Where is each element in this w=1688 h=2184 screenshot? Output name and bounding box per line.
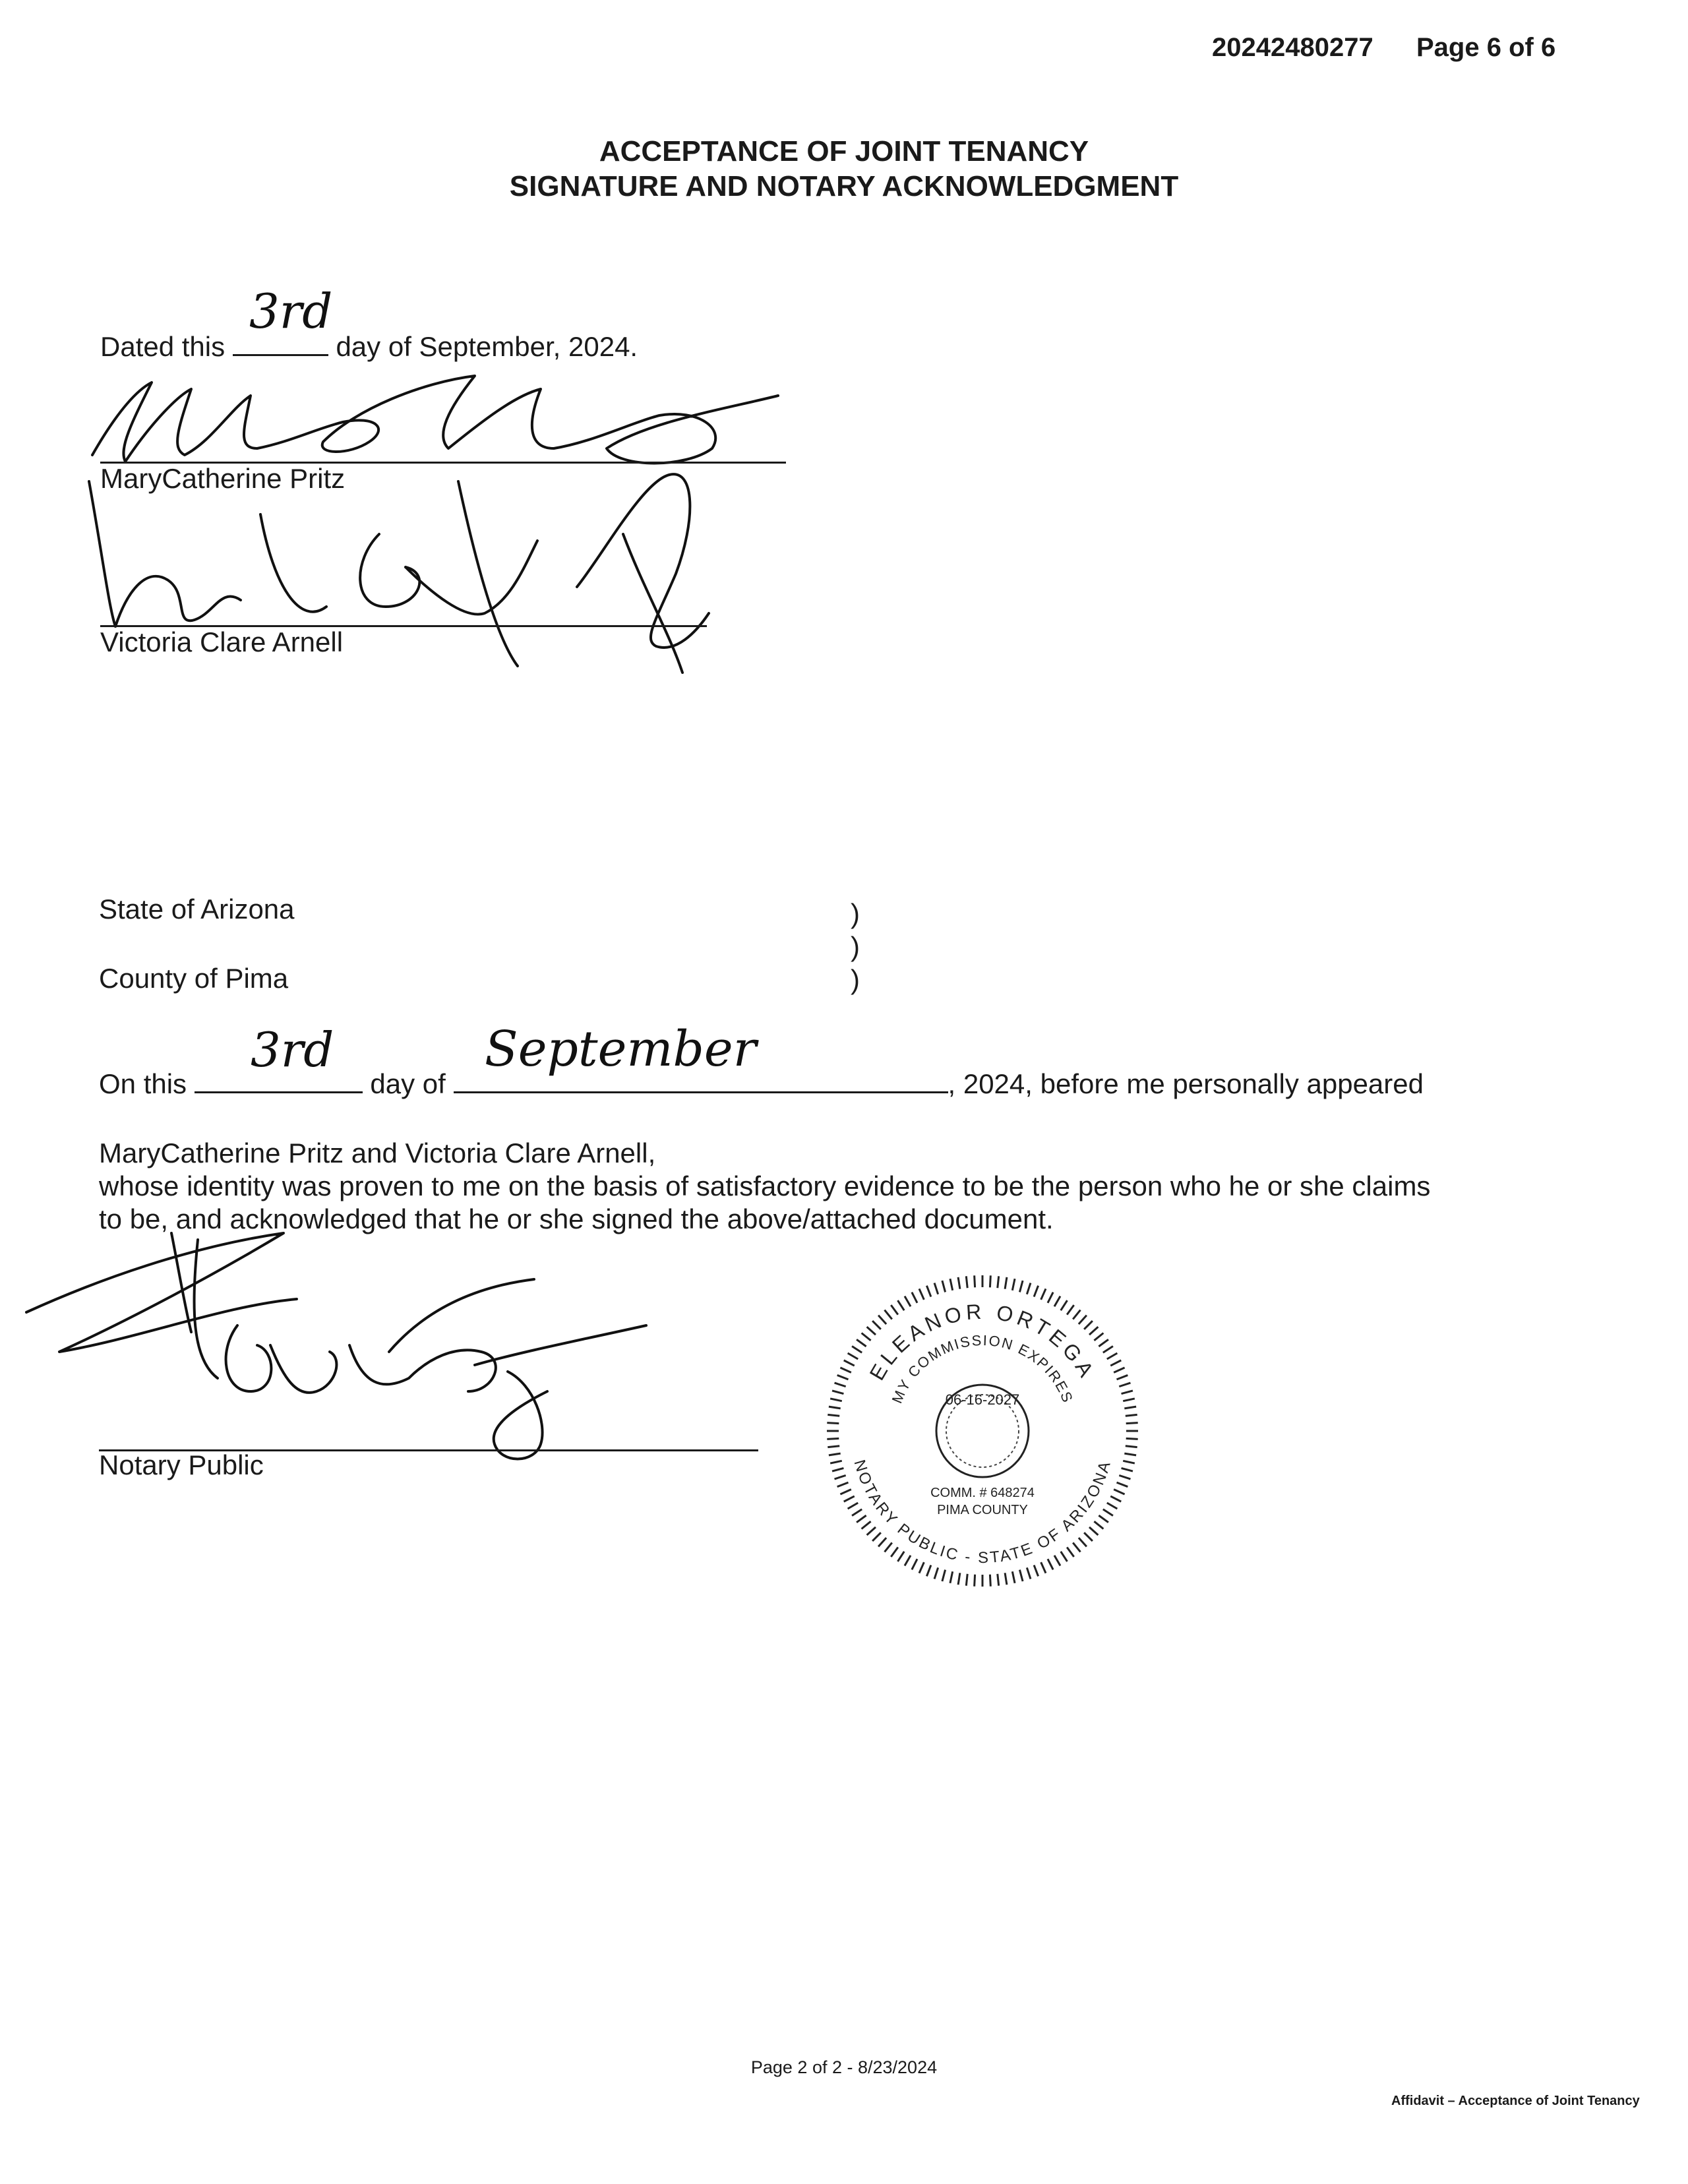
seal-tick	[829, 1453, 841, 1455]
signer-name-2: Victoria Clare Arnell	[100, 626, 344, 657]
seal-tick	[891, 1305, 898, 1315]
seal-tick	[1005, 1573, 1007, 1585]
seal-tick	[926, 1565, 930, 1577]
title-line-2: SIGNATURE AND NOTARY ACKNOWLEDGMENT	[509, 170, 1179, 202]
title-line-1: ACCEPTANCE OF JOINT TENANCY	[599, 135, 1089, 167]
seal-tick	[857, 1515, 866, 1523]
ack-day-blank	[195, 1086, 363, 1093]
seal-tick	[1103, 1509, 1113, 1516]
seal-tick	[998, 1574, 999, 1586]
seal-tick	[857, 1339, 866, 1347]
seal-tick	[934, 1567, 938, 1579]
seal-tick	[1005, 1277, 1007, 1289]
page-label: Page 6 of 6	[1416, 33, 1556, 62]
seal-tick	[1094, 1333, 1103, 1340]
day-of-label: day of	[370, 1068, 446, 1099]
seal-county: PIMA COUNTY	[937, 1503, 1028, 1517]
seal-tick	[844, 1496, 855, 1502]
seal-tick	[942, 1570, 946, 1581]
seal-tick	[1107, 1353, 1118, 1359]
seal-tick	[878, 1316, 886, 1324]
seal-tick	[1123, 1461, 1135, 1463]
seal-tick	[942, 1281, 946, 1292]
seal-tick	[884, 1542, 891, 1552]
ack-names-line: MaryCatherine Pritz and Victoria Clare Arnell,	[99, 1138, 656, 1168]
seal-tick	[958, 1277, 960, 1289]
seal-tick	[1122, 1468, 1133, 1471]
seal-tick	[1107, 1503, 1118, 1509]
seal-tick	[1094, 1521, 1103, 1529]
seal-tick	[828, 1414, 839, 1416]
seal-tick	[1124, 1453, 1136, 1455]
venue-bracket-1: )	[851, 898, 860, 929]
seal-tick	[1126, 1446, 1137, 1447]
seal-tick	[1079, 1538, 1087, 1546]
seal-tick	[966, 1574, 967, 1586]
notary-seal	[824, 1273, 1141, 1589]
seal-tick	[862, 1333, 871, 1340]
ack-month-handwritten: September	[485, 1021, 757, 1077]
seal-tick	[1117, 1482, 1128, 1486]
seal-tick	[862, 1521, 871, 1529]
seal-tick	[1027, 1283, 1031, 1294]
ack-body-line-2: to be, and acknowledged that he or she signed the above/attached document.	[99, 1203, 1054, 1234]
seal-tick	[884, 1310, 891, 1320]
seal-tick	[828, 1446, 839, 1447]
seal-tick	[1084, 1532, 1093, 1541]
seal-tick	[827, 1438, 839, 1439]
dated-suffix: day of September, 2024.	[336, 331, 638, 362]
seal-tick	[1124, 1407, 1136, 1409]
dated-prefix: Dated this	[100, 331, 226, 362]
seal-tick	[840, 1368, 851, 1372]
seal-tick	[1048, 1292, 1053, 1303]
ack-day-handwritten: 3rd	[251, 1022, 334, 1077]
seal-tick	[897, 1552, 904, 1562]
seal-tick	[1110, 1496, 1121, 1502]
seal-expires: 06-16-2027	[945, 1391, 1020, 1408]
seal-tick	[1089, 1327, 1098, 1335]
on-this-label: On this	[99, 1068, 187, 1099]
year-clause: , 2024, before me personally appeared	[948, 1068, 1424, 1099]
seal-tick	[1119, 1475, 1130, 1479]
seal-tick	[919, 1562, 924, 1573]
seal-tick	[1117, 1375, 1128, 1379]
seal-tick	[1079, 1316, 1087, 1324]
seal-tick	[1084, 1321, 1093, 1329]
venue-county: County of Pima	[99, 963, 289, 994]
seal-tick	[919, 1289, 924, 1299]
seal-tick	[1041, 1562, 1046, 1573]
seal-tick	[829, 1407, 841, 1409]
seal-tick	[827, 1423, 839, 1424]
seal-tick	[1061, 1552, 1068, 1562]
seal-tick	[950, 1279, 953, 1290]
seal-tick	[1099, 1339, 1108, 1347]
seal-tick	[1054, 1556, 1060, 1566]
seal-tick	[1012, 1279, 1015, 1290]
seal-tick	[1103, 1346, 1113, 1352]
seal-tick	[1034, 1565, 1038, 1577]
seal-tick	[912, 1292, 917, 1303]
dated-day-blank	[233, 349, 328, 356]
seal-tick	[1114, 1490, 1124, 1494]
seal-tick	[830, 1461, 842, 1463]
seal-tick	[835, 1475, 846, 1479]
seal-tick	[872, 1321, 881, 1329]
seal-tick	[998, 1276, 999, 1288]
seal-tick	[872, 1532, 881, 1541]
seal-tick	[1067, 1547, 1074, 1557]
seal-tick	[950, 1571, 953, 1583]
seal-tick	[878, 1538, 886, 1546]
seal-tick	[1126, 1438, 1138, 1439]
signer-name-1: MaryCatherine Pritz	[100, 463, 346, 494]
seal-bottom-text: NOTARY PUBLIC - STATE OF ARIZONA	[850, 1457, 1115, 1567]
seal-tick	[1123, 1399, 1135, 1401]
seal-tick	[1067, 1305, 1074, 1315]
seal-tick	[867, 1327, 876, 1335]
footer-page-info: Page 2 of 2 - 8/23/2024	[750, 2057, 938, 2077]
document-number: 20242480277	[1212, 33, 1373, 62]
seal-tick	[844, 1360, 855, 1366]
seal-tick	[1019, 1570, 1023, 1581]
seal-commission-label: MY COMMISSION EXPIRES	[888, 1331, 1077, 1406]
seal-tick	[1126, 1414, 1137, 1416]
seal-tick	[926, 1286, 930, 1297]
seal-tick	[832, 1468, 843, 1471]
seal-name: ELEANOR ORTEGA	[864, 1299, 1100, 1385]
seal-tick	[1073, 1310, 1080, 1320]
venue-state: State of Arizona	[99, 894, 295, 925]
notary-public-label: Notary Public	[99, 1449, 264, 1480]
seal-tick	[905, 1296, 911, 1307]
seal-tick	[1114, 1368, 1124, 1372]
seal-tick	[1073, 1542, 1080, 1552]
seal-tick	[891, 1547, 898, 1557]
venue-bracket-2: )	[851, 931, 860, 962]
seal-tick	[1119, 1383, 1130, 1387]
seal-tick	[958, 1573, 960, 1585]
seal-tick	[905, 1556, 911, 1566]
seal-tick	[1061, 1300, 1068, 1310]
footer-doc-title: Affidavit – Acceptance of Joint Tenancy	[1391, 2094, 1640, 2108]
seal-tick	[1122, 1391, 1133, 1394]
seal-tick	[1048, 1559, 1053, 1569]
venue-bracket-3: )	[851, 964, 860, 995]
seal-tick	[1034, 1286, 1038, 1297]
seal-tick	[867, 1527, 876, 1535]
seal-tick	[1027, 1567, 1031, 1579]
seal-tick	[852, 1346, 862, 1352]
seal-tick	[837, 1482, 849, 1486]
seal-comm-number: COMM. # 648274	[930, 1486, 1035, 1500]
seal-tick	[897, 1300, 904, 1310]
seal-tick	[912, 1559, 917, 1569]
seal-tick	[835, 1383, 846, 1387]
seal-tick	[1019, 1281, 1023, 1292]
dated-day-handwritten: 3rd	[249, 284, 333, 339]
dated-line	[100, 331, 638, 363]
ack-month-blank	[454, 1086, 948, 1093]
seal-tick	[1089, 1527, 1098, 1535]
seal-tick	[1110, 1360, 1121, 1366]
seal-tick	[1041, 1289, 1046, 1299]
seal-tick	[848, 1503, 859, 1509]
seal-tick	[837, 1375, 849, 1379]
seal-tick	[1099, 1515, 1108, 1523]
seal-tick	[848, 1353, 859, 1359]
seal-tick	[1126, 1423, 1138, 1424]
seal-tick	[840, 1490, 851, 1494]
seal-tick	[1054, 1296, 1060, 1307]
seal-tick	[832, 1391, 843, 1394]
seal-tick	[1012, 1571, 1015, 1583]
seal-tick	[830, 1399, 842, 1401]
seal-tick	[966, 1276, 967, 1288]
ack-body-line-1: whose identity was proven to me on the basis of satisfactory evidence to be the person who he or she claims	[99, 1170, 1431, 1201]
seal-tick	[934, 1283, 938, 1294]
seal-tick	[852, 1509, 862, 1516]
